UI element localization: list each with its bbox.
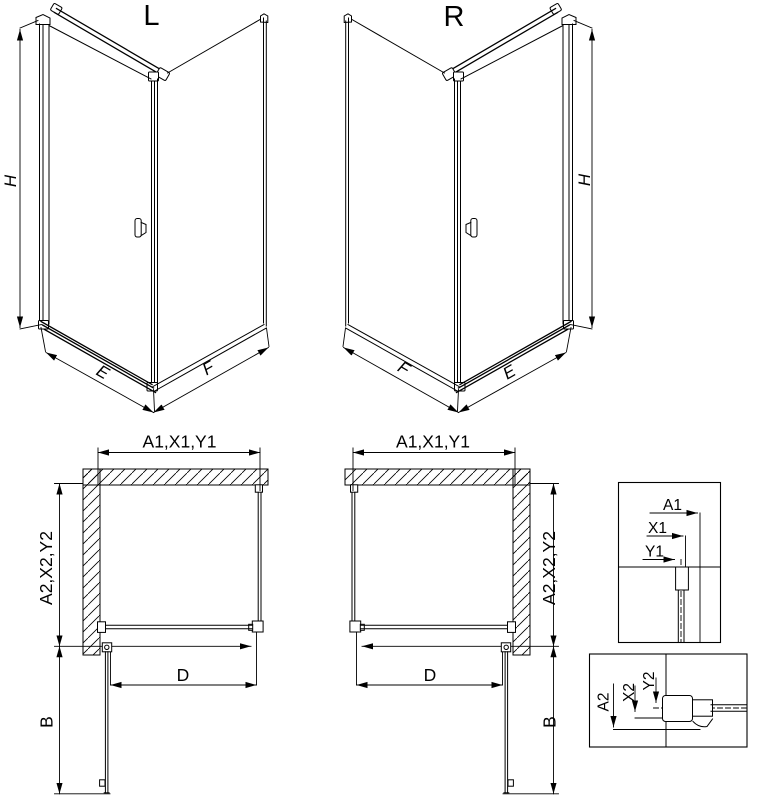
plan-views <box>55 448 559 794</box>
plan-left-width-label: A1,X1,Y1 <box>142 431 217 452</box>
detail-a2-label: A2 <box>595 692 613 712</box>
wall-profile-cap <box>36 15 50 25</box>
iso-right-label: R <box>443 1 465 33</box>
plan-right-depth-label: A2,X2,Y2 <box>539 531 559 605</box>
detail-wall-profile <box>663 696 693 722</box>
height-dim-label-left: H <box>1 174 20 188</box>
detail-x2-label: X2 <box>621 683 638 702</box>
side-panel-top-edge <box>168 18 264 74</box>
plan-corner-profile <box>252 621 263 632</box>
plan-wall-bracket <box>255 485 262 492</box>
panel-dim-label-right: F <box>394 357 413 380</box>
height-dim-label-right: H <box>575 173 594 187</box>
plan-right-passage-label: D <box>423 665 437 685</box>
iso-views <box>20 3 592 412</box>
door-dim-label-right: E <box>499 361 519 384</box>
plan-left-swing-label: B <box>36 716 57 728</box>
plan-right-width-label: A1,X1,Y1 <box>396 431 470 452</box>
panel-dim-label-left: F <box>199 357 218 380</box>
plan-left-passage-label: D <box>176 665 190 685</box>
iso-left-geometry <box>20 3 269 412</box>
detail-x1-label: X1 <box>648 520 667 537</box>
plan-left-depth-label: A2,X2,Y2 <box>36 531 56 605</box>
detail-y1-label: Y1 <box>645 543 664 561</box>
plan-door-handle <box>100 780 105 786</box>
wall-hatch-top-right-plan <box>345 469 530 485</box>
panel-width-dimension-line <box>154 348 269 413</box>
detail-glass-profile <box>676 567 689 590</box>
detail-y2-label: Y2 <box>641 671 658 691</box>
door-dim-label-left: E <box>93 361 113 384</box>
iso-right-geometry <box>343 3 592 412</box>
labels <box>1 0 682 728</box>
iso-left-label: L <box>143 0 160 32</box>
plan-hinge-profile <box>98 622 106 633</box>
detail-a1-label: A1 <box>663 497 682 514</box>
wall-hatch-top-left-plan <box>83 469 268 485</box>
door-handle <box>135 219 141 238</box>
plan-right-swing-label: B <box>539 716 560 728</box>
detail-depth-box <box>590 654 748 747</box>
